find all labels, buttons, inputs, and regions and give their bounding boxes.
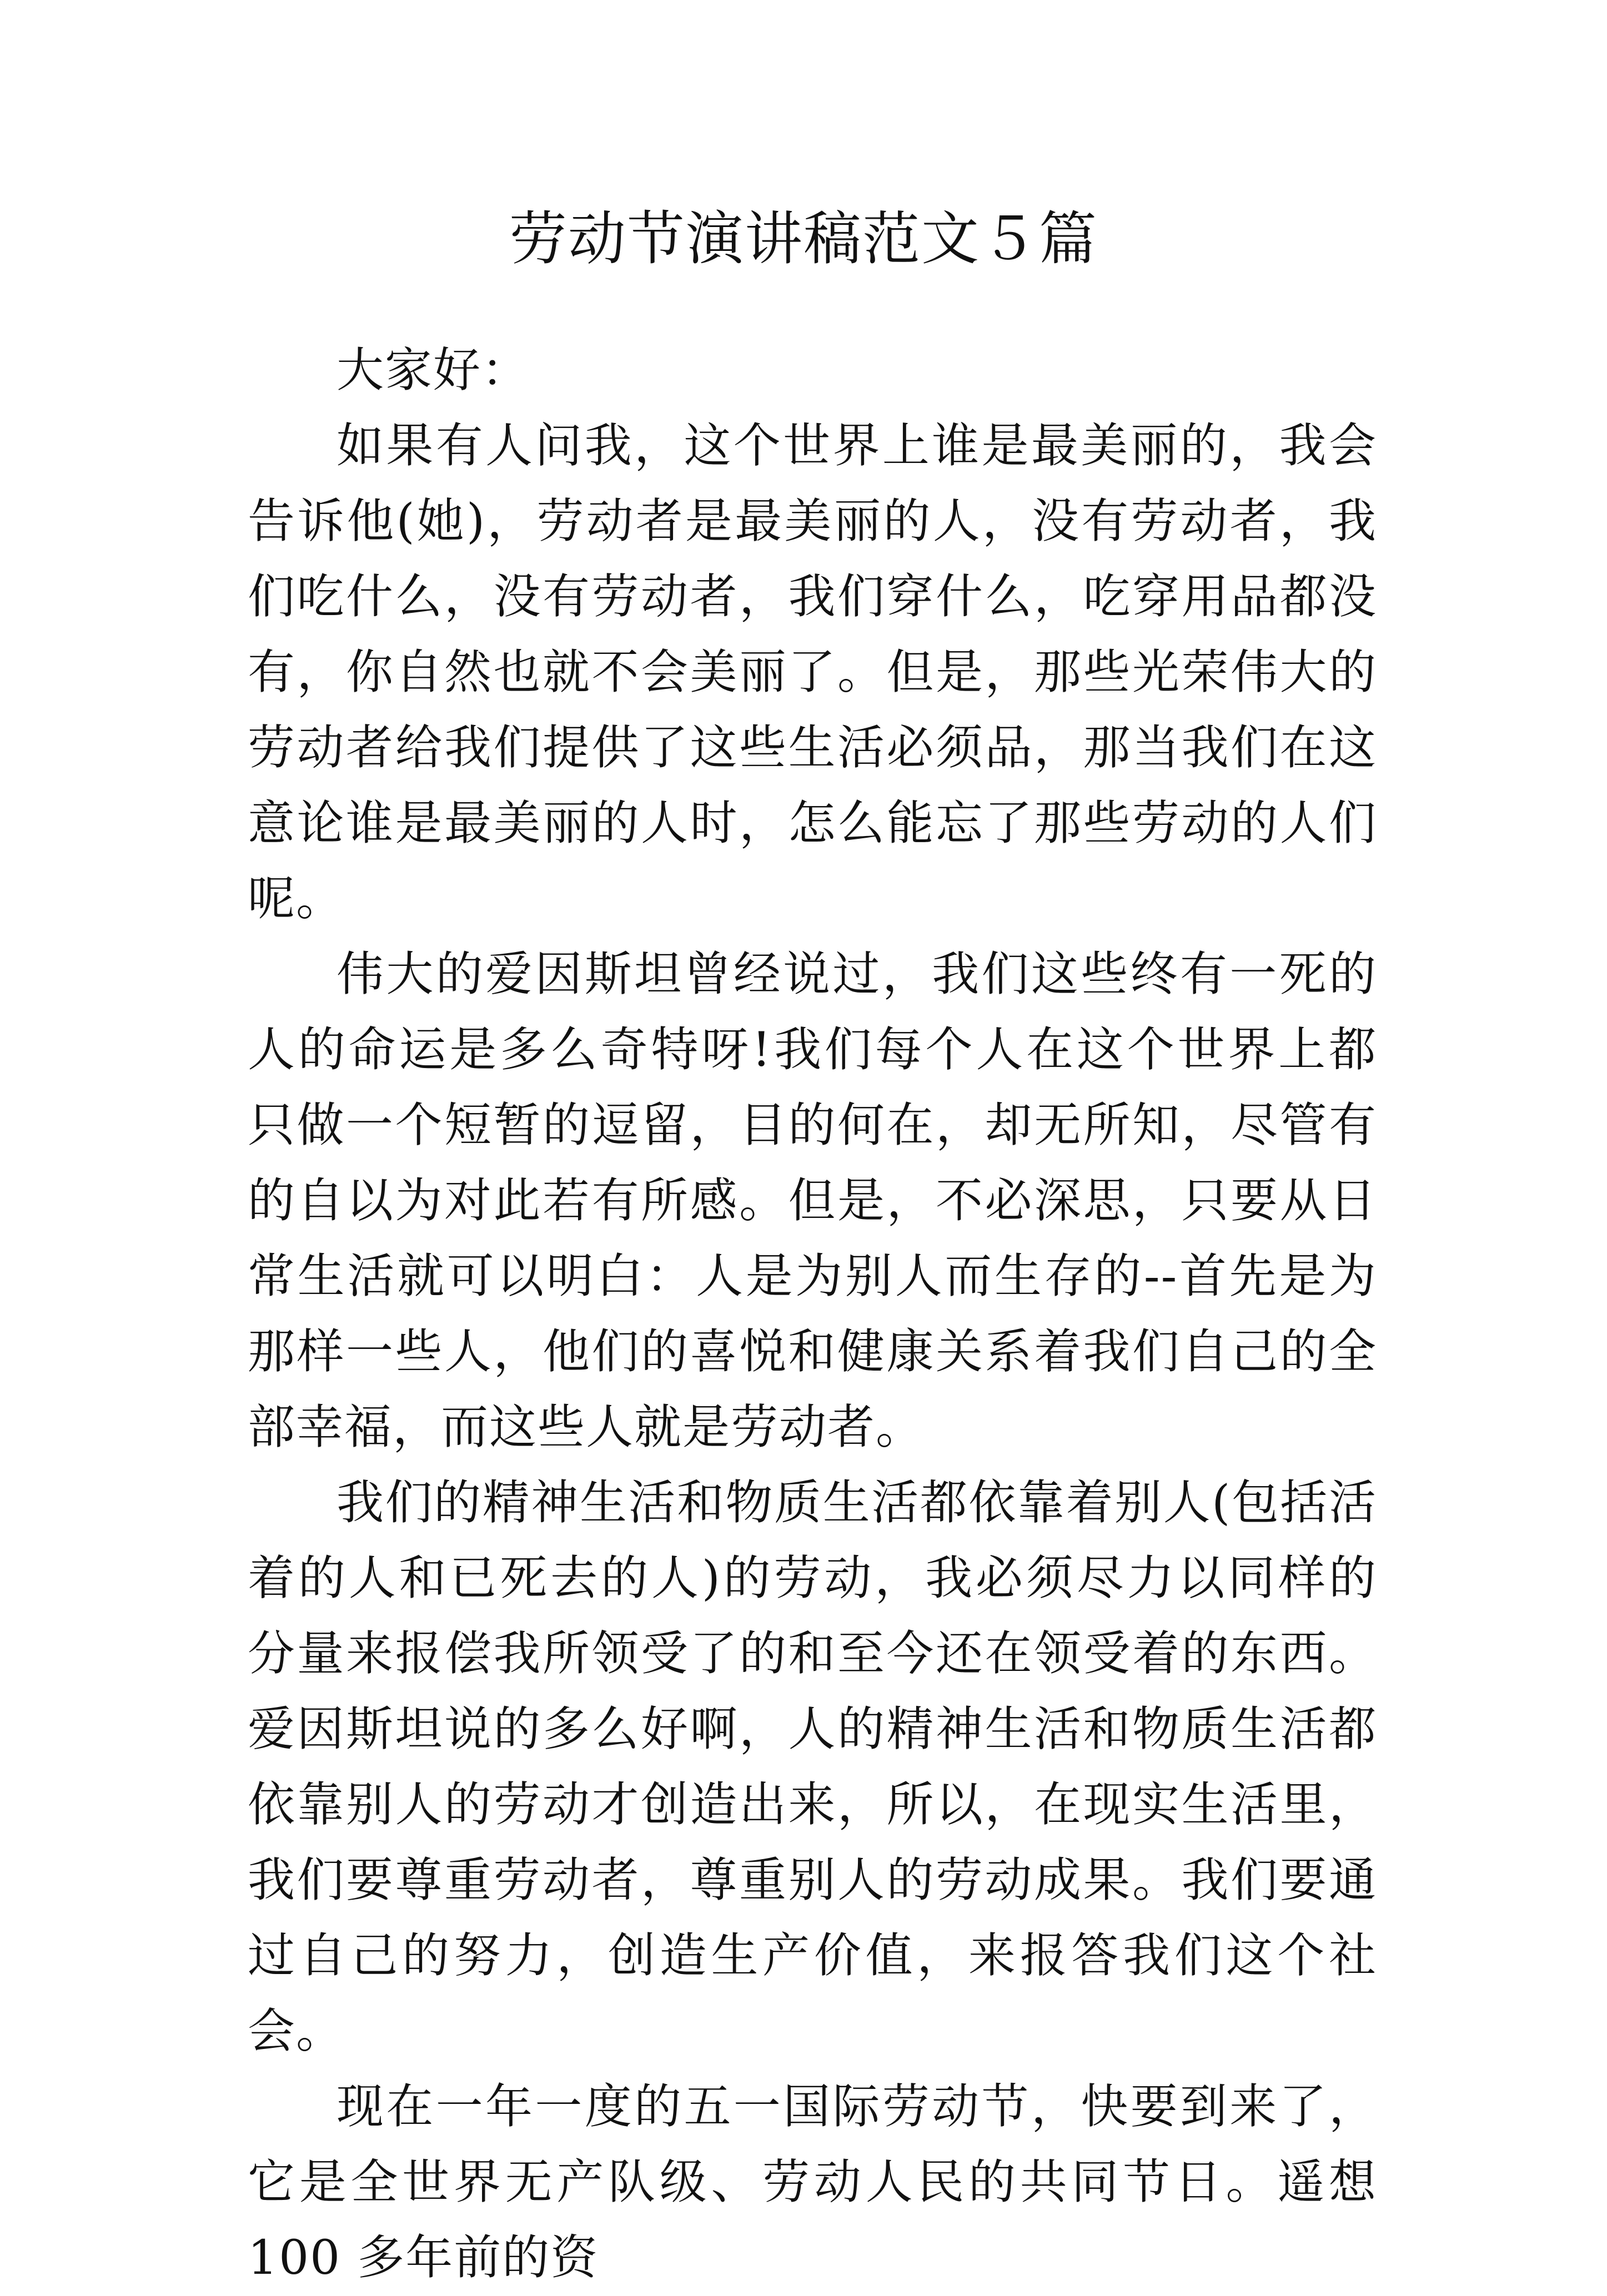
paragraph-2: 伟大的爱因斯坦曾经说过，我们这些终有一死的人的命运是多么奇特呀!我们每个人在这个世界上都只做一个短暂的逗留，目的何在，却无所知，尽管有的自以为对此若有所感。但是，不必深思，只要从日常生活就可以明白：人是为别人而生存的--首先是为那样一些人，他们的喜悦和健康关系着我们自己的全部幸福，而这些人就是劳动者。: [248, 947, 1377, 1455]
paragraph-4: 现在一年一度的五一国际劳动节，快要到来了，它是全世界无产队级、劳动人民的共同节日。遥想 100 多年前的资: [248, 2080, 1377, 2285]
document-title: 劳动节演讲稿范文５篇: [509, 205, 1098, 273]
paragraph-3: 我们的精神生活和物质生活都依靠着别人(包括活着的人和已死去的人)的劳动，我必须尽力以同样的分量来报偿我所领受了的和至今还在领受着的东西。爱因斯坦说的多么好啊，人的精神生活和物质生活都依靠别人的劳动才创造出来，所以，在现实生活里，我们要尊重劳动者，尊重别人的劳动成果。我们要通过自己的努力，创造生产价值，来报答我们这个社会。: [248, 1476, 1377, 2059]
document-body: [248, 333, 1377, 2296]
greeting: 大家好：: [337, 343, 530, 398]
paragraph-1: 如果有人问我，这个世界上谁是最美丽的，我会告诉他(她)，劳动者是最美丽的人，没有劳动者，我们吃什么，没有劳动者，我们穿什么，吃穿用品都没有，你自然也就不会美丽了。但是，那些光荣伟大的劳动者给我们提供了这些生活必须品，那当我们在这意论谁是最美丽的人时，怎么能忘了那些劳动的人们呢。: [248, 419, 1377, 927]
